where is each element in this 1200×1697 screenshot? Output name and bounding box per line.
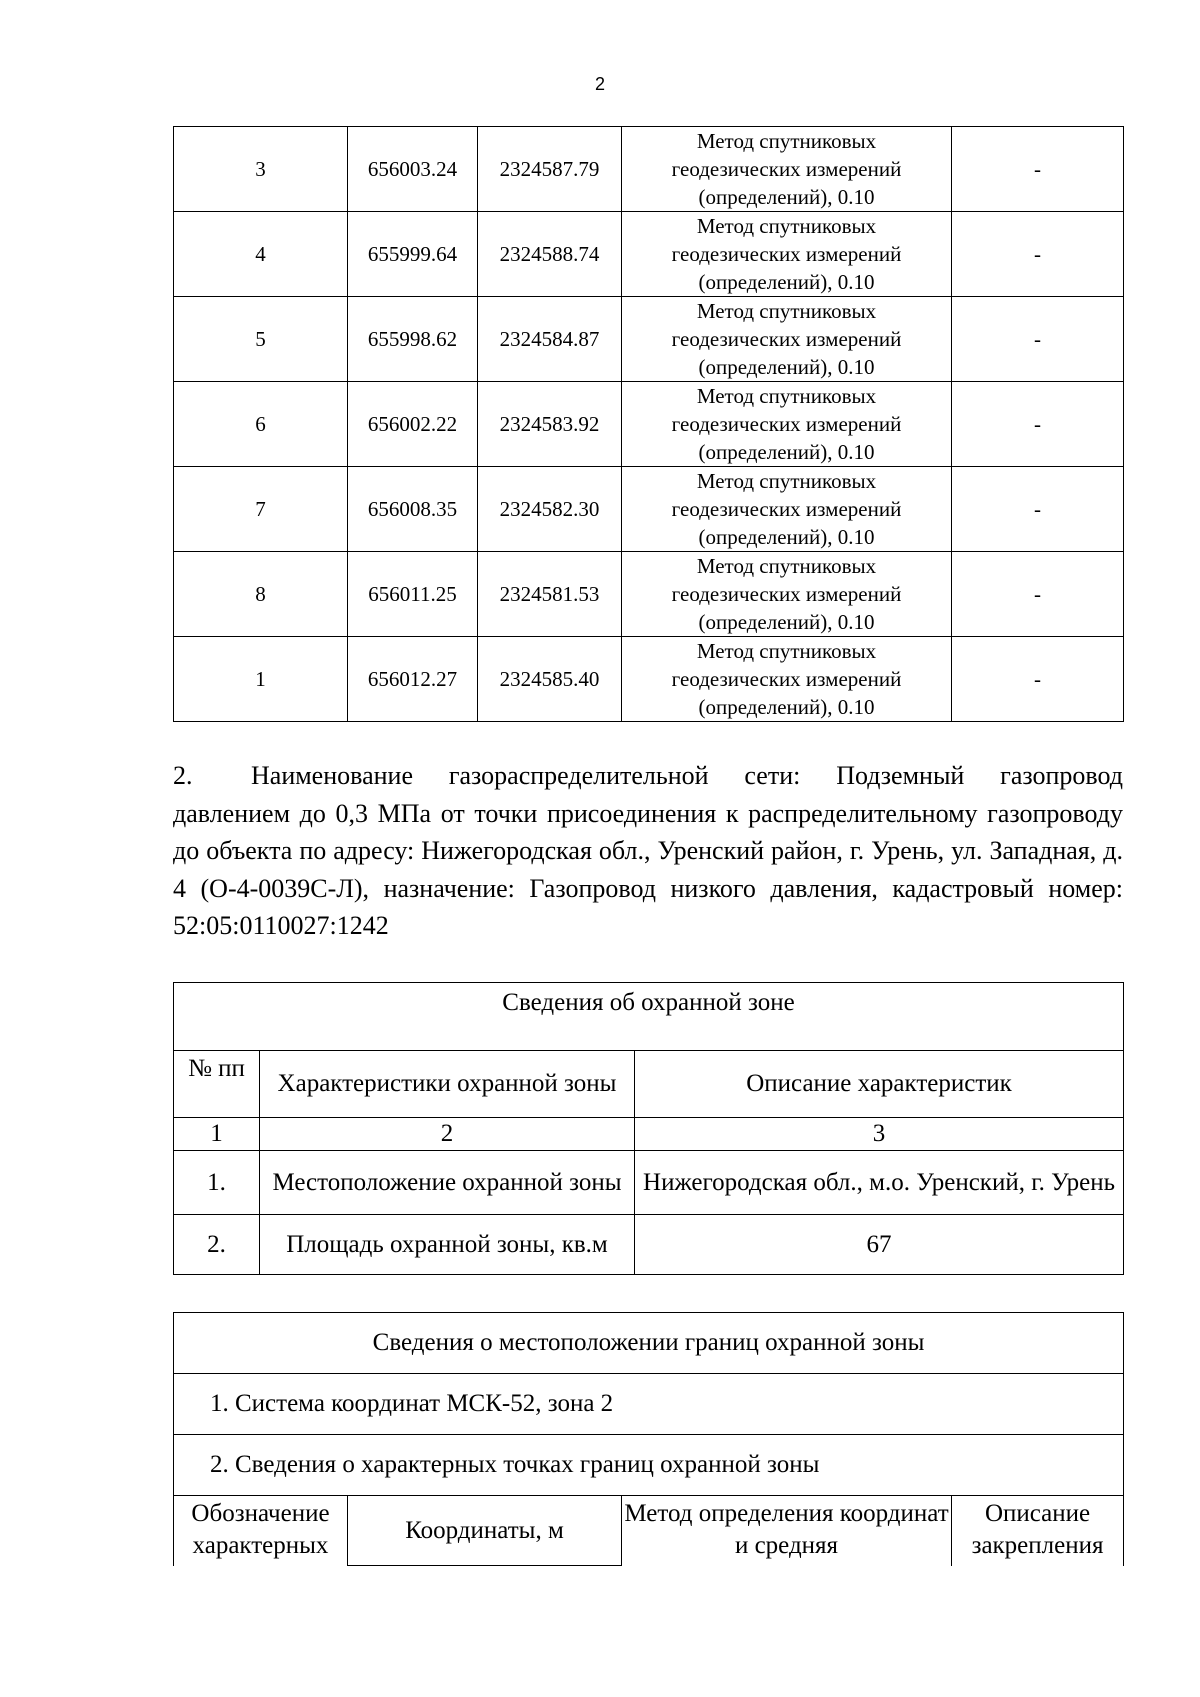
x-coordinate-cell: 655999.64: [348, 212, 478, 297]
coordinates-table: [173, 126, 1124, 722]
header-coordinates: Координаты, м: [348, 1496, 622, 1566]
fixation-cell: -: [952, 552, 1124, 637]
row-value: Нижегородская обл., м.о. Уренский, г. Урень: [635, 1151, 1124, 1215]
x-coordinate-cell: 656008.35: [348, 467, 478, 552]
method-line: Метод спутниковых: [696, 214, 877, 238]
x-coordinate-cell: 656012.27: [348, 637, 478, 722]
table-row: [174, 1151, 1124, 1215]
section-2-text: Наименование газораспределительной сети: Подземный газопровод давлением до 0,3 МПа от точки присоединения к распределительному газопроводу до объекта по адресу: Нижегородская обл., Уренский район, г. Урень, ул. Западная, д. 4 (О-4-0039С-Л), назначение: Газопровод низкого давления, кадастровый номер: 52:05:0110027:1242: [173, 761, 1123, 940]
y-coordinate-cell: 2324585.40: [478, 637, 622, 722]
method-cell: [622, 467, 952, 552]
zone-table-title: Сведения об охранной зоне: [174, 983, 1124, 1051]
point-number-cell: 6: [174, 382, 348, 467]
x-coordinate-cell: 656002.22: [348, 382, 478, 467]
fixation-cell: -: [952, 467, 1124, 552]
point-number-cell: 3: [174, 127, 348, 212]
method-line: (определений), 0.10: [698, 610, 875, 634]
method-line: Метод спутниковых: [696, 129, 877, 153]
y-coordinate-cell: 2324582.30: [478, 467, 622, 552]
fixation-cell: -: [952, 382, 1124, 467]
y-coordinate-cell: 2324581.53: [478, 552, 622, 637]
method-line: (определений), 0.10: [698, 440, 875, 464]
fixation-cell: -: [952, 637, 1124, 722]
fixation-cell: -: [952, 127, 1124, 212]
fixation-cell: -: [952, 212, 1124, 297]
method-line: геодезических измерений: [671, 497, 902, 521]
table-row: [174, 1215, 1124, 1275]
x-coordinate-cell: 655998.62: [348, 297, 478, 382]
method-line: геодезических измерений: [671, 327, 902, 351]
row-characteristic: Площадь охранной зоны, кв.м: [260, 1215, 635, 1275]
boundary-location-table: [173, 1312, 1124, 1566]
method-line: Метод спутниковых: [696, 384, 877, 408]
method-line: Метод спутниковых: [696, 554, 877, 578]
header-number: № пп: [174, 1051, 260, 1118]
table-row: [174, 212, 1124, 297]
method-cell: [622, 552, 952, 637]
table-row: [174, 297, 1124, 382]
method-line: геодезических измерений: [671, 582, 902, 606]
y-coordinate-cell: 2324587.79: [478, 127, 622, 212]
header-designation: Обозначение характерных: [174, 1496, 348, 1566]
method-cell: [622, 212, 952, 297]
point-number-cell: 1: [174, 637, 348, 722]
point-number-cell: 8: [174, 552, 348, 637]
point-number-cell: 4: [174, 212, 348, 297]
table-row: [174, 552, 1124, 637]
method-line: геодезических измерений: [671, 667, 902, 691]
table-row: [174, 382, 1124, 467]
method-line: (определений), 0.10: [698, 525, 875, 549]
header-method: Метод определения координат и средняя: [622, 1496, 952, 1566]
table-row: [174, 467, 1124, 552]
y-coordinate-cell: 2324584.87: [478, 297, 622, 382]
row-value: 67: [635, 1215, 1124, 1275]
method-line: геодезических измерений: [671, 157, 902, 181]
method-line: Метод спутниковых: [696, 639, 877, 663]
method-line: Метод спутниковых: [696, 299, 877, 323]
method-cell: [622, 127, 952, 212]
header-fixation: Описание закрепления: [952, 1496, 1124, 1566]
table-row: [174, 127, 1124, 212]
row-characteristic: Местоположение охранной зоны: [260, 1151, 635, 1215]
coordinate-system-line: 1. Система координат МСК-52, зона 2: [174, 1374, 1124, 1435]
point-number-cell: 5: [174, 297, 348, 382]
method-cell: [622, 297, 952, 382]
table-row: [174, 637, 1124, 722]
method-line: геодезических измерений: [671, 242, 902, 266]
y-coordinate-cell: 2324583.92: [478, 382, 622, 467]
method-line: (определений), 0.10: [698, 695, 875, 719]
points-info-line: 2. Сведения о характерных точках границ охранной зоны: [174, 1435, 1124, 1496]
y-coordinate-cell: 2324588.74: [478, 212, 622, 297]
page-number: 2: [594, 74, 605, 94]
boundary-table-title: Сведения о местоположении границ охранной зоны: [174, 1313, 1124, 1374]
row-number: 2.: [174, 1215, 260, 1275]
column-number-3: 3: [635, 1118, 1124, 1151]
protection-zone-table: [173, 982, 1124, 1275]
method-line: (определений), 0.10: [698, 355, 875, 379]
x-coordinate-cell: 656003.24: [348, 127, 478, 212]
method-line: (определений), 0.10: [698, 270, 875, 294]
header-characteristics: Характеристики охранной зоны: [260, 1051, 635, 1118]
fixation-cell: -: [952, 297, 1124, 382]
method-cell: [622, 637, 952, 722]
method-line: (определений), 0.10: [698, 185, 875, 209]
method-line: Метод спутниковых: [696, 469, 877, 493]
row-number: 1.: [174, 1151, 260, 1215]
point-number-cell: 7: [174, 467, 348, 552]
section-2-number: 2.: [173, 761, 193, 790]
section-2-paragraph: [173, 757, 1123, 945]
method-line: геодезических измерений: [671, 412, 902, 436]
column-number-1: 1: [174, 1118, 260, 1151]
header-description: Описание характеристик: [635, 1051, 1124, 1118]
method-cell: [622, 382, 952, 467]
x-coordinate-cell: 656011.25: [348, 552, 478, 637]
column-number-2: 2: [260, 1118, 635, 1151]
